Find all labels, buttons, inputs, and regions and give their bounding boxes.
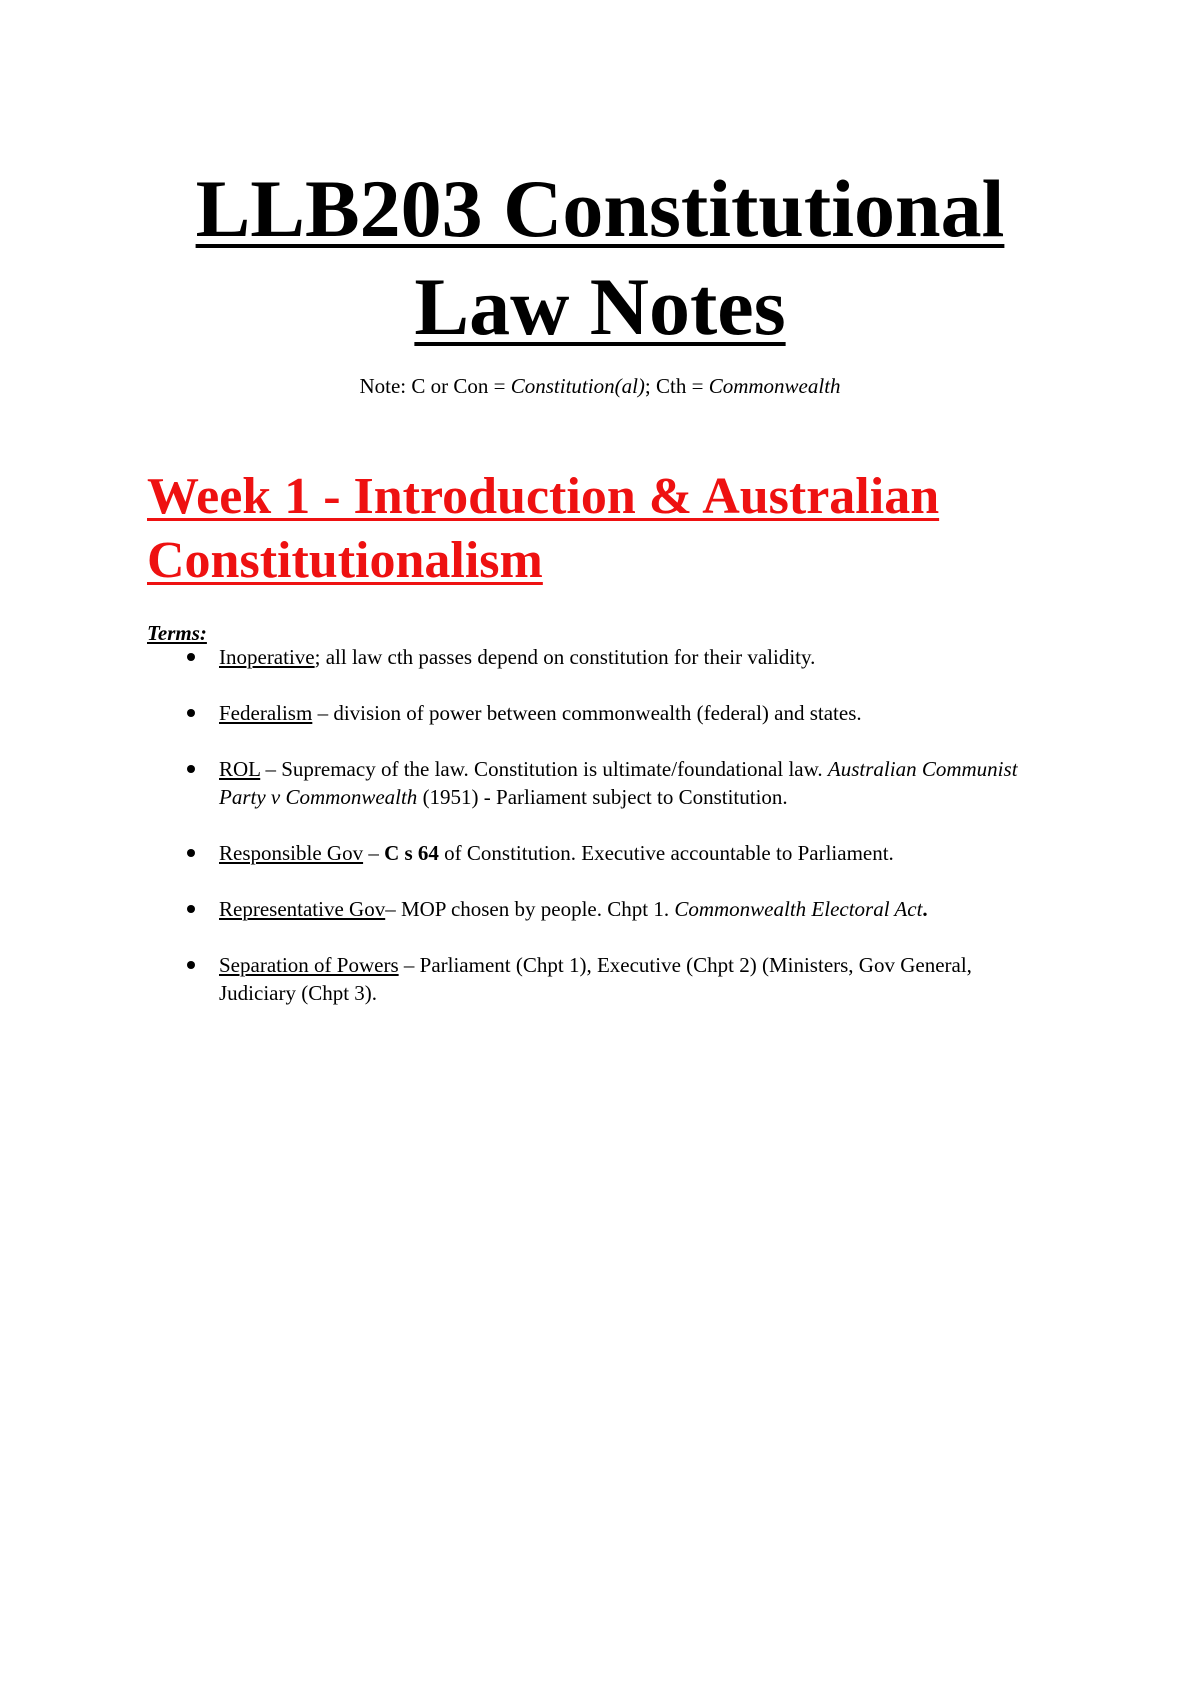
terms-label: Terms: [147, 621, 207, 645]
term-text: – division of power between commonwealth (federal) and states. [312, 701, 862, 725]
note-constitution: Constitution(al) [510, 374, 645, 398]
term-name: ROL [219, 757, 261, 781]
terms-list [147, 643, 1047, 1035]
week-heading-line-1: Week 1 - Introduction & Australian [147, 468, 940, 525]
bullet-icon [187, 961, 195, 969]
list-item [147, 755, 1047, 811]
section-reference: C s 64 [384, 841, 439, 865]
title-line-1: LLB203 Constitutional [195, 163, 1005, 254]
list-item [147, 895, 1047, 923]
term-text-2: . [922, 897, 928, 921]
list-item [147, 643, 1047, 671]
term-name: Inoperative [219, 645, 315, 669]
title-line-2: Law Notes [414, 261, 786, 352]
bullet-icon [187, 653, 195, 661]
note-prefix: Note: C or Con = [359, 374, 511, 398]
week-heading-line-2: Constitutionalism [147, 532, 543, 589]
term-text: – MOP chosen by people. Chpt 1. [385, 897, 675, 921]
abbreviation-note [0, 373, 1200, 399]
note-commonwealth: Commonwealth [708, 374, 841, 398]
term-name: Responsible Gov [219, 841, 364, 865]
week-1-heading [147, 465, 1087, 593]
bullet-icon [187, 765, 195, 773]
note-middle: ; Cth = [644, 374, 709, 398]
list-item [147, 699, 1047, 727]
term-name: Separation of Powers [219, 953, 399, 977]
act-name: Commonwealth Electoral Act [674, 897, 923, 921]
term-text: ; all law cth passes depend on constitution for their validity. [314, 645, 816, 669]
bullet-icon [187, 905, 195, 913]
case-name: Australian Communist Party v Commonwealth [219, 757, 1018, 809]
term-text: – Supremacy of the law. Constitution is ultimate/foundational law. [260, 757, 828, 781]
term-text-2: (1951) - Parliament subject to Constitution. [417, 785, 788, 809]
term-text: – [363, 841, 385, 865]
list-item [147, 839, 1047, 867]
term-name: Federalism [219, 701, 313, 725]
bullet-icon [187, 709, 195, 717]
term-text-2: of Constitution. Executive accountable to Parliament. [438, 841, 894, 865]
document-title [0, 160, 1200, 356]
term-text: – Parliament (Chpt 1), Executive (Chpt 2) (Ministers, Gov General, Judiciary (Chpt 3). [219, 953, 972, 1005]
term-name: Representative Gov [219, 897, 386, 921]
bullet-icon [187, 849, 195, 857]
list-item [147, 951, 1047, 1007]
